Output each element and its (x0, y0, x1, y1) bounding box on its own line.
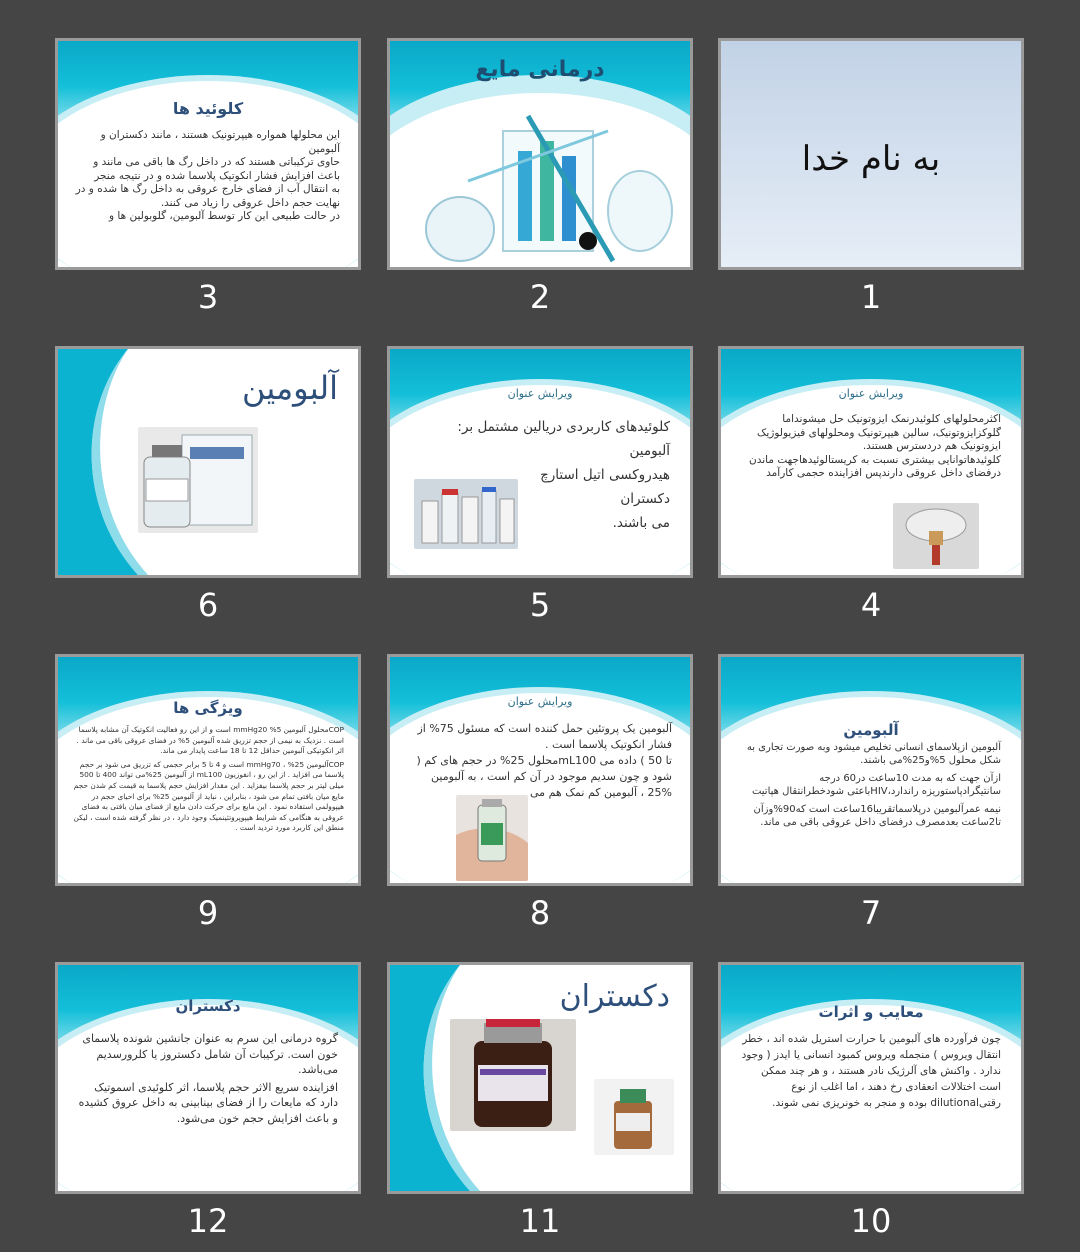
lab-glassware-image (408, 111, 673, 266)
slide-7-line: نیمه عمرآلبومین درپلاسماتقریبا16ساعت است که90%وزآن تا2ساعت بعدمصرف درفضای داخل عروقی باقی می ماند. (753, 804, 1001, 828)
slide-1-title: به نام خدا (801, 139, 941, 179)
slide-cell-2 (387, 38, 693, 316)
slide-cell-3 (55, 38, 361, 316)
slide-3-title: کلوئید ها (172, 99, 244, 118)
slide-cell-7 (718, 654, 1024, 932)
slide-5-title: ویرایش عنوان (507, 387, 573, 400)
slide-3-line: حاوی ترکیباتی هستند که در داخل رگ ها باقی می مانند و باعث افزایش فشار انکوتیک پلاسما شده و در نتیجه منجر (93, 156, 340, 182)
slide-cell-12 (55, 962, 361, 1240)
slide-thumbnail-5[interactable] (387, 346, 693, 578)
slide-5-line: کلوئیدهای کاربردی دریالین مشتمل بر: (457, 419, 670, 435)
albumin-vial-in-hand-image (456, 795, 528, 881)
slide-8-line: شود و چون سدیم موجود در آن کم است ، به آلبومین (431, 770, 672, 783)
slide-5-line: هیدروکسی اتیل استارچ (540, 467, 670, 483)
slide-5-line: می باشند. (612, 515, 670, 531)
slide-7-title: آلبومین (843, 721, 899, 739)
slide-cell-1 (718, 38, 1024, 316)
slide-thumbnail-1[interactable] (718, 38, 1024, 270)
slide-cell-11 (387, 962, 693, 1240)
slide-cell-6 (55, 346, 361, 624)
slide-number-1: 1 (860, 278, 882, 316)
slide-thumbnail-4[interactable] (718, 346, 1024, 578)
slide-number-4: 4 (860, 586, 882, 624)
slide-12-title: دکستران (175, 997, 241, 1015)
slide-3-body (70, 129, 340, 224)
slide-number-2: 2 (529, 278, 551, 316)
slide-10-line: چون فرآورده های آلبومین با حرارت استریل شده اند ، خطر انتقال ویروس ) منجمله ویروس کمبود انسانی یا ایدز ( وجود ندارد . واکنش های آلرژیک نادر هستند ، و هر چند ممکن است اختلالات انعقادی رخ دهند ، اما اغلب از نوع رقتیdilutional بوده و منجر به خونریزی نمی شوند. (741, 1033, 1001, 1109)
slide-number-3: 3 (197, 278, 219, 316)
slide-10-title: معایب و اثرات (818, 1003, 924, 1021)
slide-cell-5 (387, 346, 693, 624)
slide-12-line: گروه درمانی این سرم به عنوان جانشین شونده پلاسمای خون است. ترکیبات آن شامل دکستروز یا کلرورسدیم می‌باشد. (82, 1032, 338, 1076)
slide-3-header (58, 41, 358, 141)
slide-3-line: به انتقال آب از فضای خارج عروقی به داخل رگ ها شده و در نهایت حجم داخل عروقی را زیاد می کنند. (75, 183, 340, 209)
slide-4-line: کلوئیدهاتوانایی بیشتری نسبت به کریستالوئیدهاجهت ماندن درفضای داخل عروقی دارندپس افزاینده حجمی کارآمد (749, 453, 1001, 479)
slide-thumbnail-7[interactable] (718, 654, 1024, 886)
slide-9-line: COPآلبومین 25% ، mmHg70 است و 4 تا 5 برابر حجمی که تزریق می شود بر حجم پلاسما می افزاید . از این رو ، انفوزیون mL100 از آلبومین 25%می تواند 400 تا 500 میلی لیتر بر حجم پلاسما بیفزاید . این مقدار افزایش حجم پلاسما به قیمت کم شدن حجم مایع میان بافتی تمام می شود ، بنابراین ، نباید از آلبومین 25% برای احیای حجم در هیپوولمی استفاده نمود . این مایع برای حرکت دادن مایع از فضای میان بافتی به فضای عروقی به هنگامی که شرایط هیپوپروتئینمیک وجود دارد ، در نظر گرفته شده است ، لیکن منطق این کاربرد مورد تردید است . (73, 759, 344, 833)
slide-8-line: 25% ، آلبومین کم نمک هم می (530, 786, 672, 799)
slide-5-line: دکستران (620, 491, 670, 507)
iv-bag-image (893, 503, 979, 569)
slide-8-body (402, 721, 672, 801)
slide-4-line: اکثرمحلولهای کلوئیدرنمک ایزوتونیک حل میشونداما گلوکزایزوتونیک، سالین هیپرتونیک ومحلولهای فیزیولوژیک ایزوتونیک هم دردسترس هستند. (756, 413, 1001, 452)
slide-10-body (739, 1031, 1001, 1111)
slide-cell-10 (718, 962, 1024, 1240)
slide-3-line: این محلولها همواره هیپرتونیک هستند ، مانند دکستران و آلبومین (100, 129, 340, 155)
slide-number-11: 11 (519, 1202, 561, 1240)
slide-12-line: افزاینده سریع الاثر حجم پلاسما، اثر کلوئیدی اسموتیک دارد که مایعات را از فضای بینابینی به داخل عروق کشیده و باعث افزایش حجم خون می‌شود. (78, 1080, 338, 1125)
slide-2-title: درمانی مایع (475, 57, 605, 82)
slide-cell-4 (718, 346, 1024, 624)
slide-thumbnail-12[interactable] (55, 962, 361, 1194)
slide-8-line: تا 50 ) داده می mL100محلول 25% در حجم های کم ( (416, 754, 672, 767)
slide-12-body (76, 1031, 338, 1126)
slide-thumbnail-9[interactable] (55, 654, 361, 886)
slide-thumbnail-11[interactable] (387, 962, 693, 1194)
slide-7-body (739, 741, 1001, 829)
slide-number-12: 12 (187, 1202, 229, 1240)
albumin-box-image (138, 427, 258, 533)
slide-4-title: ویرایش عنوان (838, 387, 904, 400)
slide-7-line: آلبومین ازپلاسمای انسانی تخلیص میشود وبه صورت تجاری به شکل محلول 5%و25%می باشند. (746, 742, 1001, 766)
slide-number-8: 8 (529, 894, 551, 932)
slide-number-7: 7 (860, 894, 882, 932)
slide-thumbnail-8[interactable] (387, 654, 693, 886)
slide-8-line: آلبومین یک پروتئین حمل کننده است که مسئول 75% از فشار انکوتیک پلاسما است . (417, 722, 672, 751)
slide-thumbnail-3[interactable] (55, 38, 361, 270)
slide-number-5: 5 (529, 586, 551, 624)
slide-thumbnail-10[interactable] (718, 962, 1024, 1194)
slide-cell-9 (55, 654, 361, 932)
slide-11-title: دکستران (559, 979, 670, 1014)
slide-5-line: آلبومین (629, 443, 670, 459)
dextran-bag-image (594, 1079, 674, 1155)
slide-3-line: در حالت طبیعی این کار توسط آلبومین، گلوبولین ها و (108, 210, 340, 222)
slide-7-line: ازآن جهت که به مدت 10ساعت در60 درجه سانتیگرادپاستوریزه راندارد،HIVباعثی شودخطرانتقال هپاتیت (751, 773, 1001, 797)
slide-9-line: COPمحلول آلبومین 5% mmHg20 است و از این رو فعالیت انکوتیک آن مشابه پلاسما است . نزدیک به نیمی از حجم تزریق شده آلبومین 5% در فضای عروقی باقی می ماند . اثر انکوتیکی آلبومین حداقل 12 تا 18 ساعت پایدار می ماند. (76, 725, 344, 756)
slide-thumbnail-6[interactable] (55, 346, 361, 578)
slide-8-title: ویرایش عنوان (507, 695, 573, 708)
slide-9-title: ویژگی ها (173, 699, 243, 717)
slide-cell-8 (387, 654, 693, 932)
slide-9-body (70, 725, 344, 834)
slide-6-title: آلبومین (242, 369, 338, 407)
dextran-bottle-image (450, 1019, 576, 1131)
slide-thumbnail-2[interactable] (387, 38, 693, 270)
slide-4-body (739, 413, 1001, 481)
slide-number-9: 9 (197, 894, 219, 932)
slide-number-6: 6 (197, 586, 219, 624)
slide-number-10: 10 (850, 1202, 892, 1240)
colloid-bottles-image (414, 479, 518, 549)
